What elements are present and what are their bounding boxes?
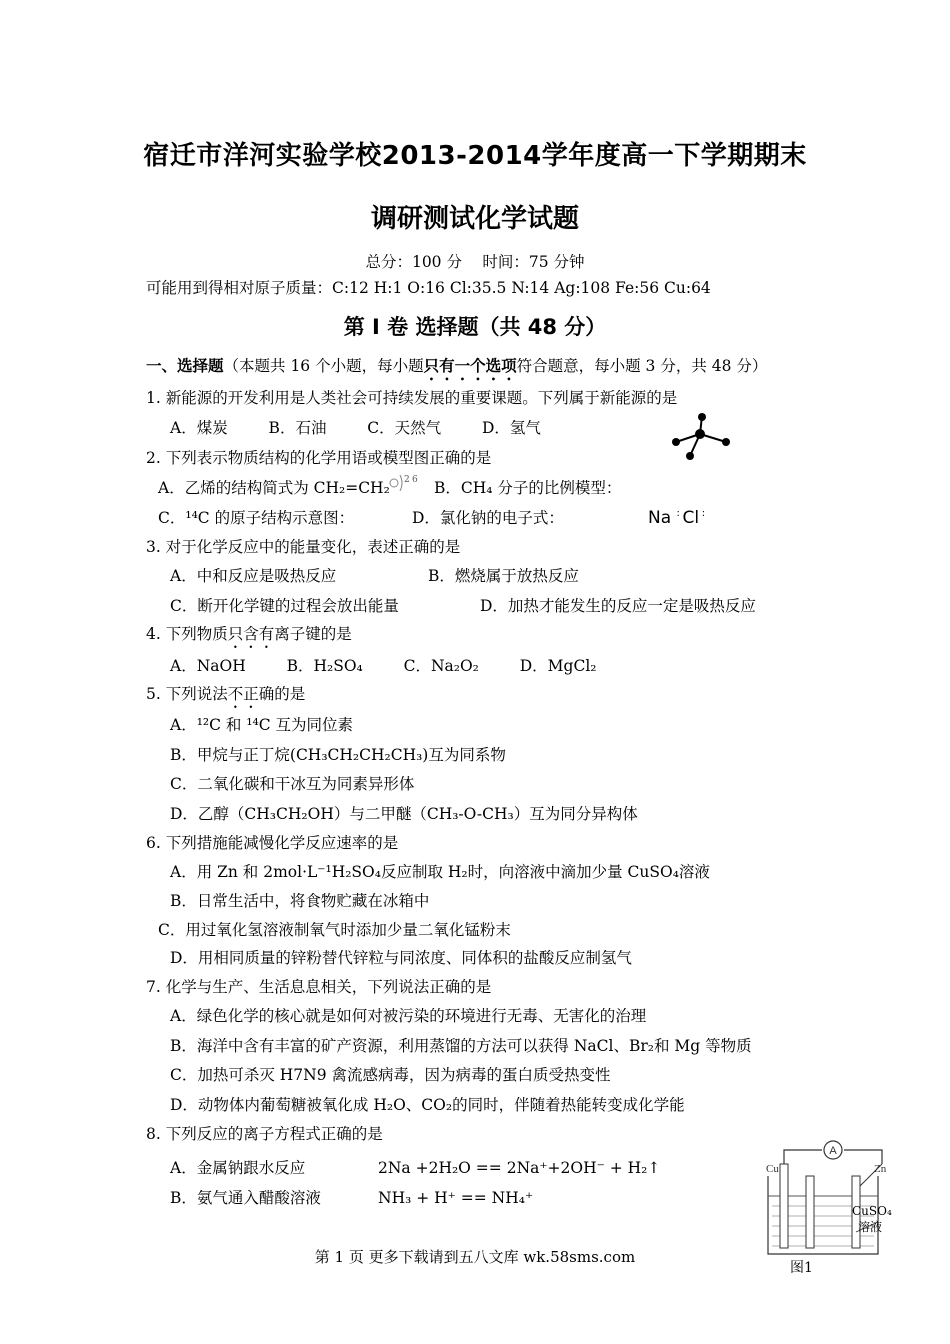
q5-option-d: D．乙醇（CH₃CH₂OH）与二甲醚（CH₃-O-CH₃）互为同分异构体: [170, 805, 638, 823]
section-title: 第 Ⅰ 卷 选择题（共 48 分）: [343, 315, 607, 339]
q8-option-a-label: A．金属钠跟水反应: [170, 1159, 306, 1177]
svg-text:2: 2: [404, 475, 410, 485]
q4-emph: 只含有: [227, 625, 275, 643]
q5-emph: 不正: [227, 685, 259, 703]
q7-stem: 7. 化学与生产、生活息息相关，下列说法正确的是: [146, 978, 492, 996]
q8-option-b-equation: NH₃ + H⁺ == NH₄⁺: [378, 1189, 534, 1207]
q4-stem-b: 离子键的是: [274, 625, 352, 643]
part1-desc-a: （本题共 16 个小题，每小题: [223, 357, 424, 375]
cuso4-label: CuSO₄: [852, 1204, 892, 1218]
q6-option-c: C．用过氧化氢溶液制氧气时添加少量二氧化锰粉末: [158, 921, 511, 939]
q7-option-c: C．加热可杀灭 H7N9 禽流感病毒，因为病毒的蛋白质受热变性: [170, 1066, 611, 1084]
atomic-masses: 可能用到得相对原子质量：C:12 H:1 O:16 Cl:35.5 N:14 Ag:108 Fe:56 Cu:64: [146, 279, 711, 297]
zn-electrode-label: Zn: [874, 1163, 887, 1175]
q5-option-a: A．¹²C 和 ¹⁴C 互为同位素: [170, 716, 354, 734]
q6-option-a: A．用 Zn 和 2mol·L⁻¹H₂SO₄反应制取 H₂时，向溶液中滴加少量 CuSO₄溶液: [170, 863, 710, 881]
q5-option-b: B．甲烷与正丁烷(CH₃CH₂CH₂CH₃)互为同系物: [170, 746, 506, 764]
q3-option-c: C．断开化学键的过程会放出能量: [170, 597, 399, 615]
part1-desc-b: 符合题意，每小题 3 分，共 48 分）: [516, 357, 768, 375]
figure-caption: 图1: [790, 1260, 813, 1276]
solution-label: 溶液: [858, 1220, 883, 1234]
q3-stem: 3. 对于化学反应中的能量变化，表述正确的是: [146, 538, 461, 556]
q5-stem: [146, 684, 305, 712]
q6-option-d: D．用相同质量的锌粉替代锌粒与同浓度、同体积的盐酸反应制氢气: [170, 949, 632, 967]
q5-stem-b: 确的是: [258, 685, 306, 703]
carbon-atom-structure-figure: [388, 472, 420, 494]
q4-stem-a: 4. 下列物质: [146, 625, 228, 643]
q5-stem-a: 5. 下列说法: [146, 685, 228, 703]
q8-option-b-label: B．氨气通入醋酸溶液: [170, 1189, 321, 1207]
q4-options: A．NaOH B．H₂SO₄ C．Na₂O₂ D．MgCl₂: [170, 657, 597, 675]
q2-option-b: B．CH₄ 分子的比例模型：: [434, 479, 622, 497]
ch4-model-figure: [668, 412, 738, 462]
q3-option-b: B．燃烧属于放热反应: [428, 567, 579, 585]
svg-text:6: 6: [412, 475, 418, 485]
q7-option-a: A．绿色化学的核心就是如何对被污染的环境进行无毒、无害化的治理: [170, 1007, 647, 1025]
q6-option-b: B．日常生活中，将食物贮藏在冰箱中: [170, 892, 430, 910]
q2-option-a: A．乙烯的结构简式为 CH₂=CH₂: [158, 479, 390, 497]
q4-stem: [146, 624, 352, 652]
q2-stem: 2. 下列表示物质结构的化学用语或模型图正确的是: [146, 449, 492, 467]
score-time: 总分：100 分 时间：75 分钟: [365, 253, 585, 271]
q7-option-d: D．动物体内葡萄糖被氧化成 H₂O、CO₂的同时，伴随着热能转变成化学能: [170, 1096, 685, 1114]
na-label: Na: [648, 508, 672, 528]
ammeter-label: A: [829, 1145, 837, 1157]
part1-emph: 只有一个选项: [423, 357, 517, 375]
q1-options: A．煤炭 B．石油 C．天然气 D．氢气: [170, 419, 541, 437]
part1-label: 一、选择题: [146, 357, 224, 375]
page-footer: 第 1 页 更多下载请到五八文库 wk.58sms.com: [314, 1248, 636, 1266]
exam-title-line1: 宿迁市洋河实验学校2013-2014学年度高一下学期期末: [143, 141, 807, 171]
q2-option-d: D．氯化钠的电子式：: [412, 509, 564, 527]
q7-option-b: B．海洋中含有丰富的矿产资源，利用蒸馏的方法可以获得 NaCl、Br₂和 Mg 等物质: [170, 1037, 752, 1055]
cl-label: Cl: [682, 508, 700, 528]
q5-option-c: C．二氧化碳和干冰互为同素异形体: [170, 775, 415, 793]
q2-option-c: C．¹⁴C 的原子结构示意图：: [158, 509, 355, 527]
part1-heading: [146, 356, 767, 384]
cu-electrode-label: Cu: [766, 1163, 779, 1175]
exam-title-line2: 调研测试化学试题: [370, 204, 579, 234]
nacl-electron-formula: Na : Cl :: [648, 508, 706, 528]
q8-stem: 8. 下列反应的离子方程式正确的是: [146, 1125, 383, 1143]
q8-option-a-equation: 2Na +2H₂O == 2Na⁺+2OH⁻ + H₂↑: [378, 1159, 661, 1177]
q3-option-a: A．中和反应是吸热反应: [170, 567, 337, 585]
q6-stem: 6. 下列措施能减慢化学反应速率的是: [146, 834, 399, 852]
q3-option-d: D．加热才能发生的反应一定是吸热反应: [480, 597, 756, 615]
q1-stem: 1. 新能源的开发利用是人类社会可持续发展的重要课题。下列属于新能源的是: [146, 389, 678, 407]
